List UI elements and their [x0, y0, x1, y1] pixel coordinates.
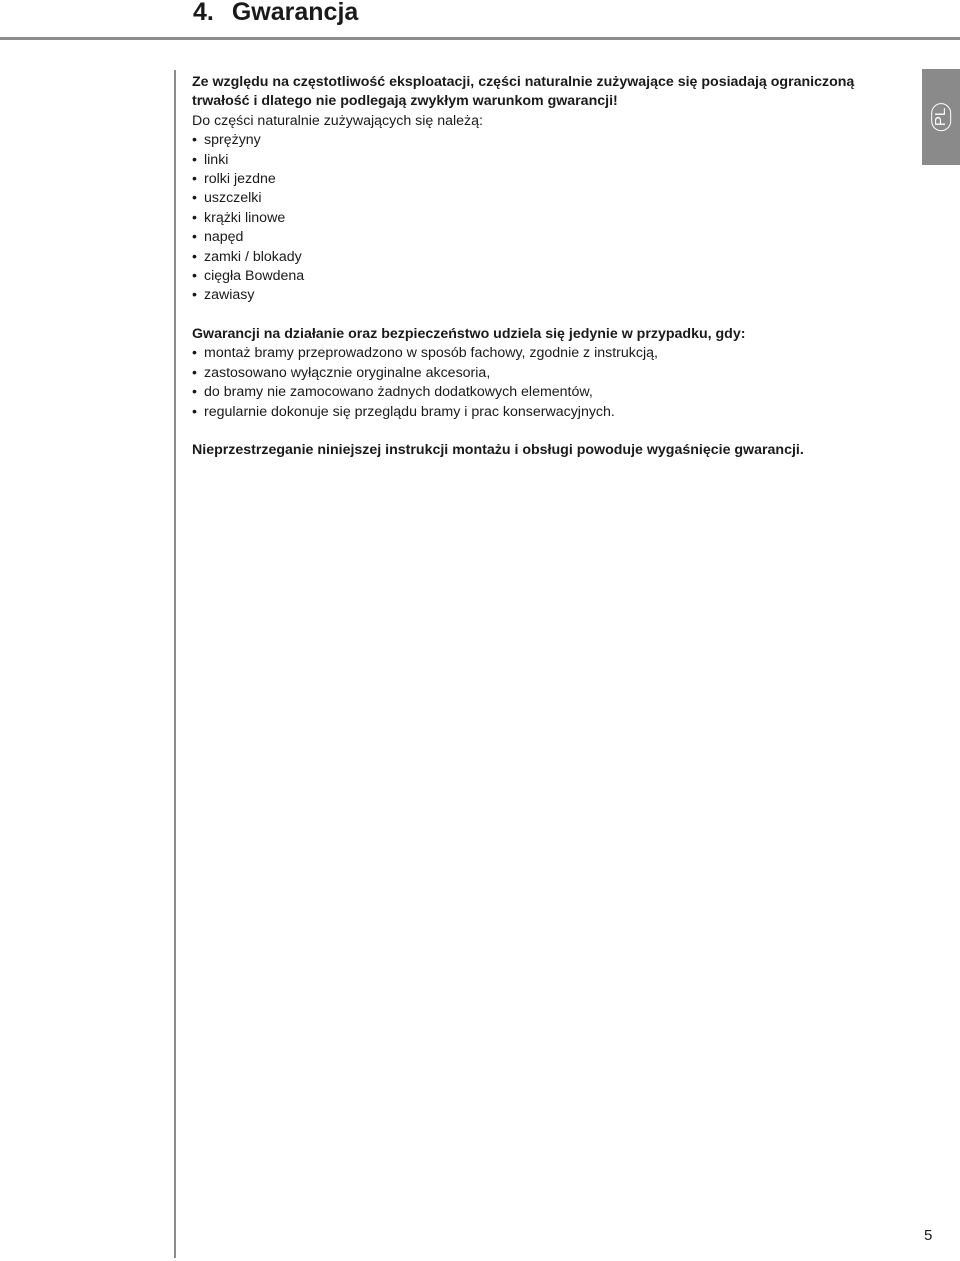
bullet-icon: •: [192, 229, 197, 246]
bullet-icon: •: [192, 384, 197, 401]
section-title: [193, 0, 358, 28]
list-item: • uszczelki: [192, 189, 892, 208]
list-item: • sprężyny: [192, 131, 892, 150]
section-number: 4.: [193, 0, 214, 26]
title-divider: [0, 37, 960, 40]
intro-bold-line-1: Ze względu na częstotliwość eksploatacji, części naturalnie zużywające się posiadają ograniczoną: [192, 74, 855, 90]
page-number: 5: [924, 1227, 933, 1244]
bullet-icon: •: [192, 248, 197, 265]
bullet-icon: •: [192, 364, 197, 381]
list-item: • zamki / blokady: [192, 248, 892, 267]
list-item: • montaż bramy przeprowadzono w sposób fachowy, zgodnie z instrukcją,: [192, 344, 892, 363]
bullet-icon: •: [192, 287, 197, 304]
language-tab: [922, 69, 960, 165]
closing-statement: Nieprzestrzeganie niniejszej instrukcji montażu i obsługi powoduje wygaśnięcie gwarancji.: [192, 441, 804, 458]
bullet-icon: •: [192, 132, 197, 149]
list-item: • cięgła Bowdena: [192, 267, 892, 286]
bullet-icon: •: [192, 171, 197, 188]
conditions-heading: Gwarancji na działanie oraz bezpieczeństwo udziela się jedynie w przypadku, gdy:: [192, 325, 746, 342]
list-item: • do bramy nie zamocowano żadnych dodatkowych elementów,: [192, 383, 892, 402]
bullet-icon: •: [192, 190, 197, 207]
warranty-content: [192, 73, 892, 460]
list-item: • krążki linowe: [192, 209, 892, 228]
bullet-icon: •: [192, 268, 197, 285]
conditions-list: [192, 344, 892, 422]
bullet-icon: •: [192, 151, 197, 168]
list-item: • rolki jezdne: [192, 170, 892, 189]
list-item: • zawiasy: [192, 286, 892, 305]
section-title-text: Gwarancja: [231, 0, 359, 26]
bullet-icon: •: [192, 403, 197, 420]
list-item: • napęd: [192, 228, 892, 247]
intro-bold-line-2: trwałość i dlatego nie podlegają zwykłym warunkom gwarancji!: [192, 93, 618, 110]
bullet-icon: •: [192, 209, 197, 226]
wear-parts-list: [192, 131, 892, 306]
list-item: • zastosowano wyłącznie oryginalne akcesoria,: [192, 364, 892, 383]
bullet-icon: •: [192, 345, 197, 362]
wear-parts-heading: Do części naturalnie zużywających się należą:: [192, 112, 483, 129]
list-item: • regularnie dokonuje się przeglądu bramy i prac konserwacyjnych.: [192, 403, 892, 422]
language-label: PL: [931, 103, 951, 131]
left-margin-rule: [174, 70, 176, 1258]
list-item: • linki: [192, 151, 892, 170]
